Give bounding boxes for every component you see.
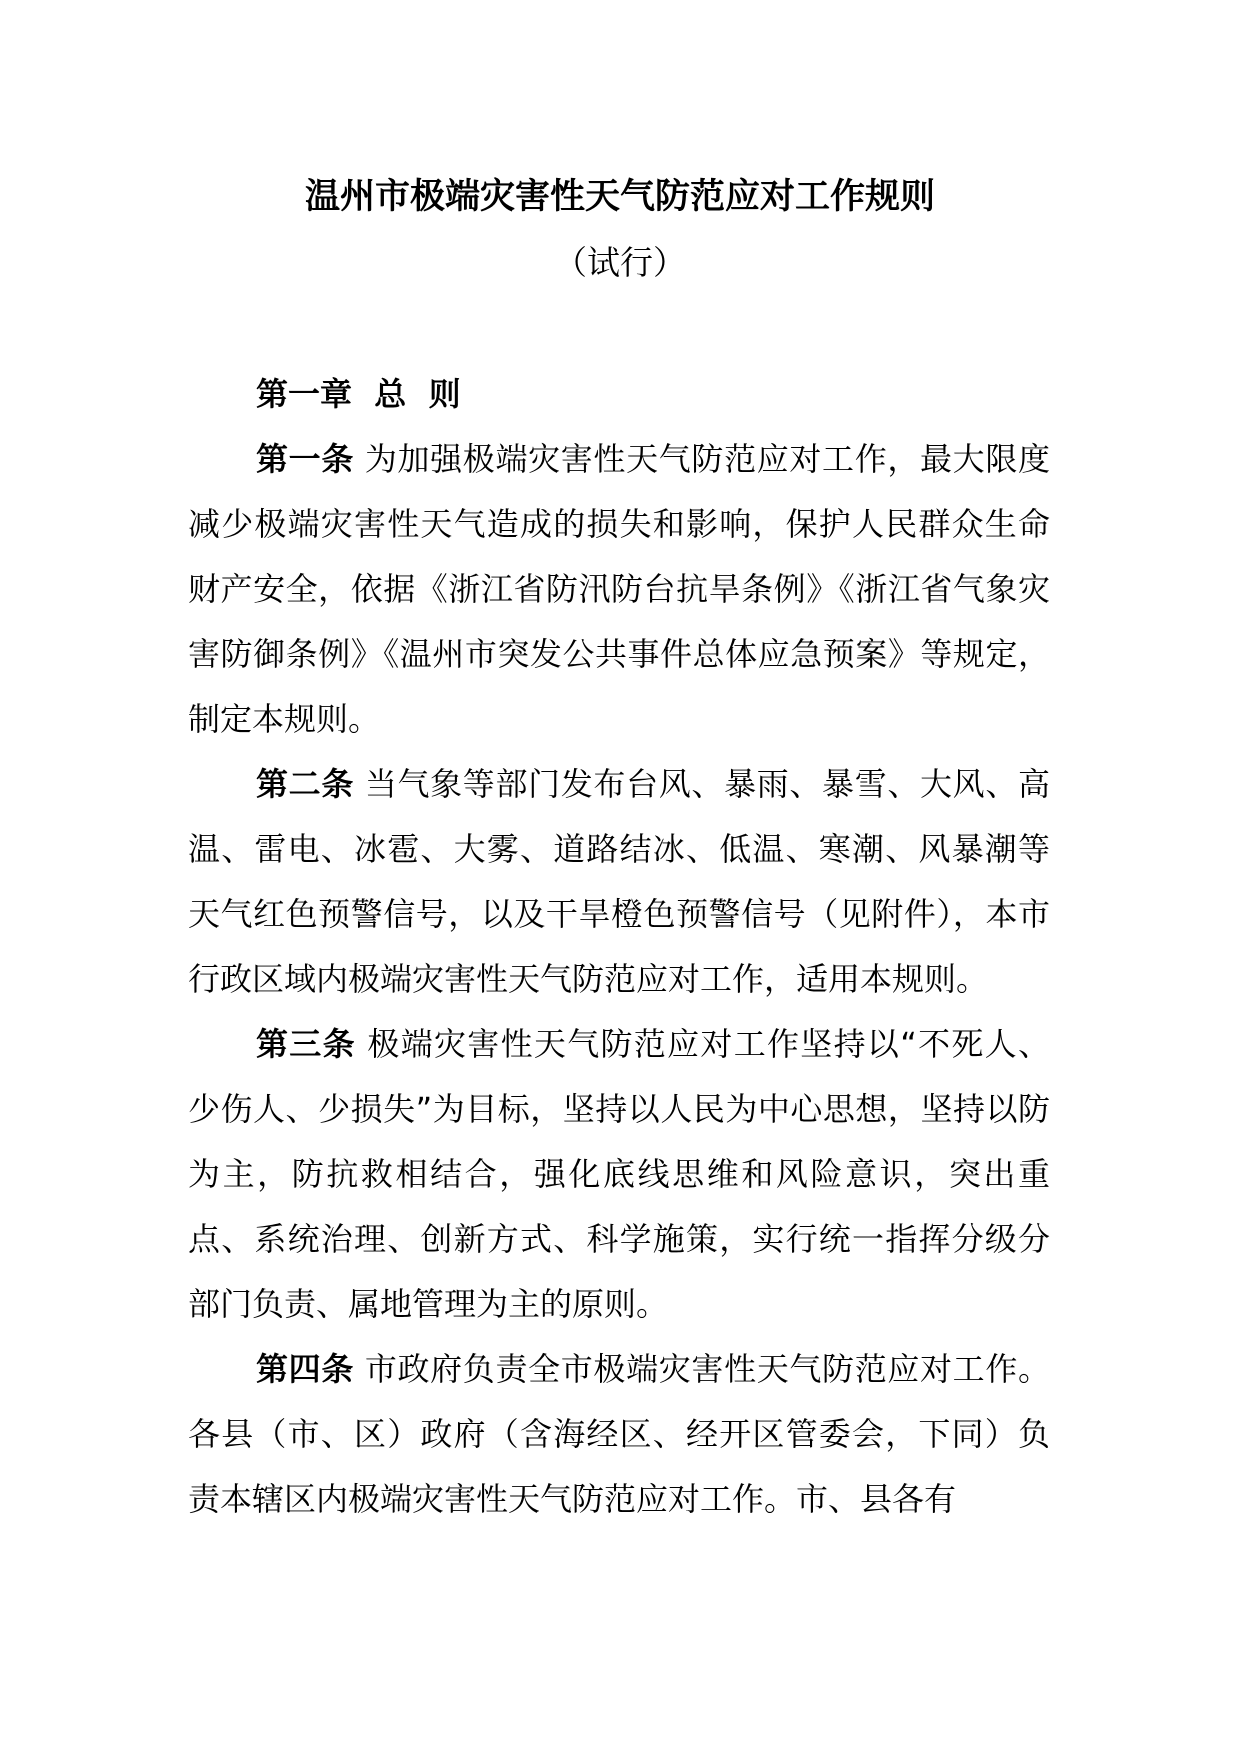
article-text: 当气象等部门发布台风、暴雨、暴雪、大风、高温、雷电、冰雹、大雾、道路结冰、低温、寒潮、风暴潮等天气红色预警信号，以及干旱橙色预警信号（见附件），本市行政区域内极端灾害性天气防范应对工作，适用本规则。	[188, 765, 1050, 998]
article-text: 市政府负责全市极端灾害性天气防范应对工作。各县（市、区）政府（含海经区、经开区管委会，下同）负责本辖区内极端灾害性天气防范应对工作。市、县各有	[188, 1350, 1050, 1518]
document-subtitle: （试行）	[554, 243, 686, 282]
article-number: 第四条	[256, 1350, 354, 1388]
article-number: 第二条	[256, 765, 354, 803]
article-number: 第三条	[256, 1025, 356, 1063]
document-title: 温州市极端灾害性天气防范应对工作规则	[304, 177, 935, 217]
article-text: 为加强极端灾害性天气防范应对工作，最大限度减少极端灾害性天气造成的损失和影响，保护人民群众生命财产安全，依据《浙江省防汛防台抗旱条例》《浙江省气象灾害防御条例》《温州市突发公共事件总体应急预案》等规定，制定本规则。	[188, 440, 1050, 738]
chapter-heading: 第一章 总 则	[256, 375, 461, 413]
article-4	[188, 1337, 1050, 1532]
article-1	[188, 427, 1050, 752]
document-body	[188, 362, 1050, 1532]
article-2	[188, 752, 1050, 1012]
article-number: 第一条	[256, 440, 354, 478]
article-text: 极端灾害性天气防范应对工作坚持以“不死人、少伤人、少损失”为目标，坚持以人民为中心思想，坚持以防为主，防抗救相结合，强化底线思维和风险意识，突出重点、系统治理、创新方式、科学施策，实行统一指挥分级分部门负责、属地管理为主的原则。	[188, 1025, 1050, 1323]
article-3	[188, 1012, 1050, 1337]
